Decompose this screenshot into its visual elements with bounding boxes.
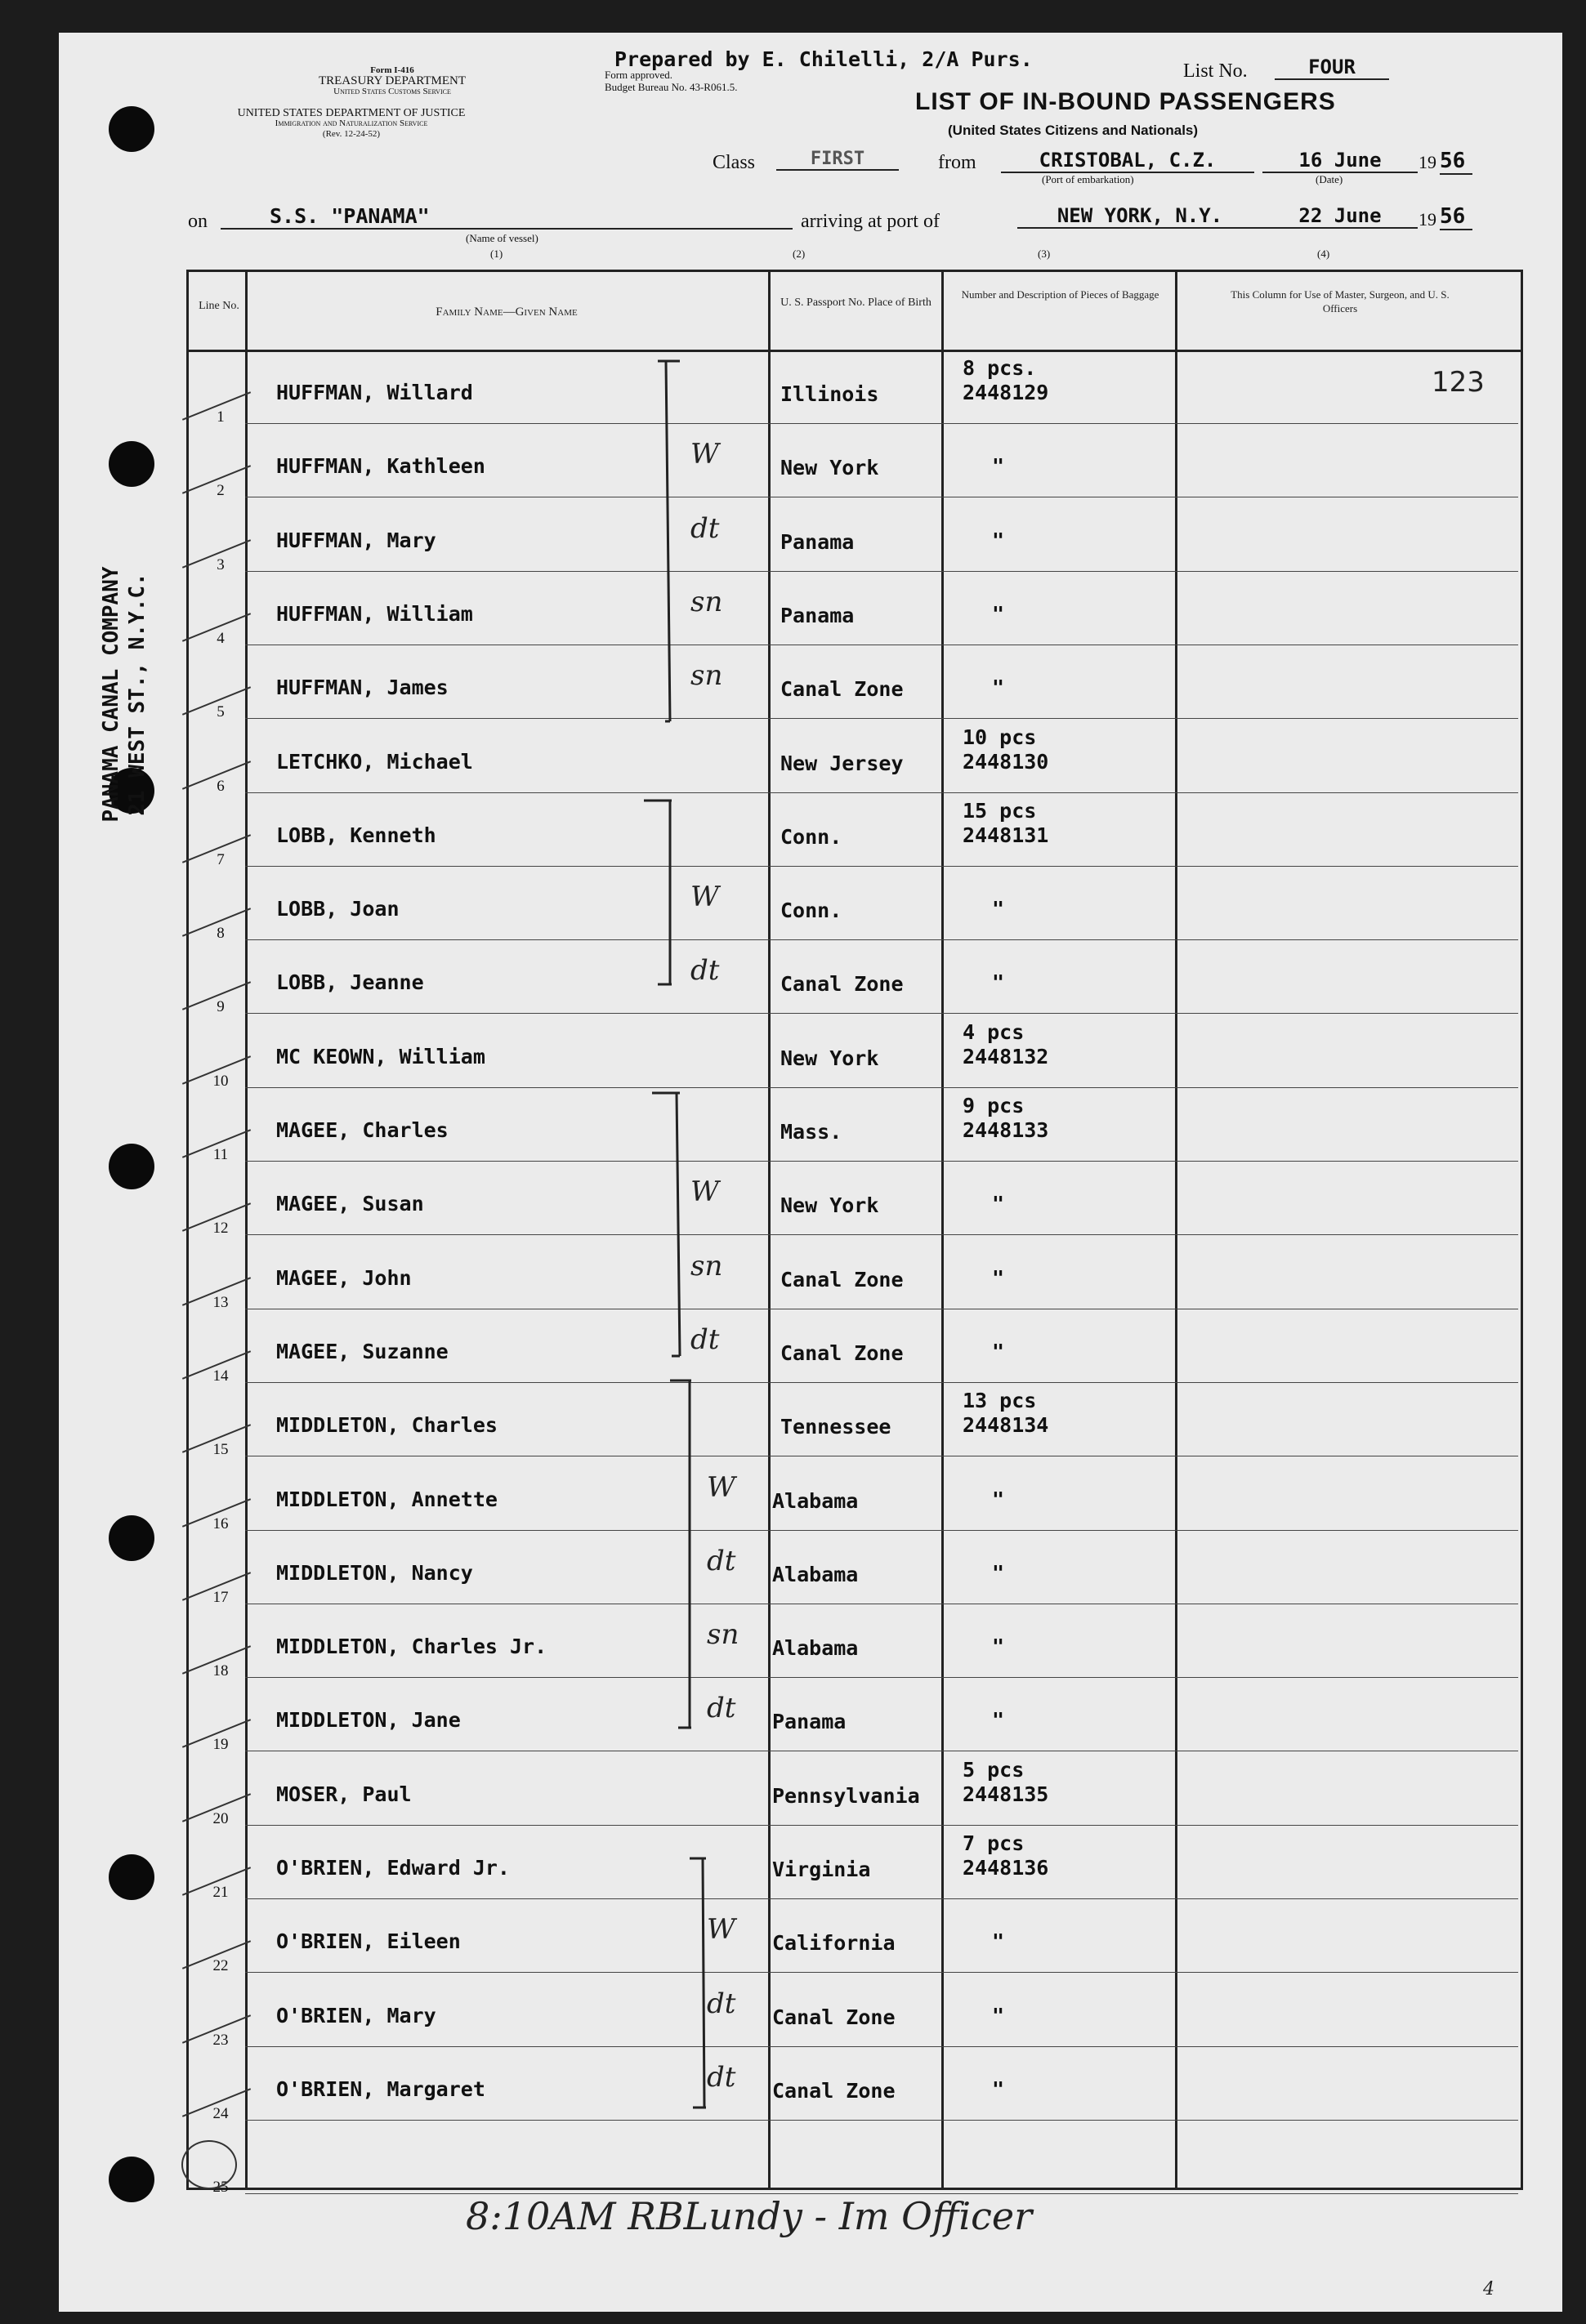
line-number: 8: [217, 925, 225, 943]
class-label: Class: [713, 152, 756, 173]
place-of-birth: Illinois: [780, 382, 879, 406]
place-of-birth: New York: [780, 1046, 879, 1070]
punch-hole: [109, 1515, 154, 1561]
passenger-name: LETCHKO, Michael: [276, 749, 473, 774]
row-divider: [245, 1013, 1518, 1014]
class-value: FIRST: [776, 149, 899, 171]
header-officers: This Column for Use of Master, Surgeon, and U. S. Officers: [1231, 288, 1450, 314]
passenger-name: O'BRIEN, Eileen: [276, 1929, 461, 1954]
baggage-tag-number: 2448132: [963, 1044, 1049, 1068]
place-of-birth: Canal Zone: [772, 2078, 896, 2103]
passenger-name: HUFFMAN, William: [276, 601, 473, 626]
punch-hole: [109, 1144, 154, 1189]
col1-number: (1): [490, 248, 503, 260]
relationship-mark: W: [690, 1175, 719, 1209]
passenger-name: LOBB, Jeanne: [276, 970, 424, 995]
punch-hole: [109, 2157, 154, 2202]
passenger-name: O'BRIEN, Edward Jr.: [276, 1856, 510, 1880]
list-no-value: FOUR: [1275, 56, 1389, 80]
header-line-no: Line No.: [199, 300, 239, 312]
baggage-count: ": [992, 1339, 1005, 1363]
officer-signature-note: 8:10AM RBLundy - Im Officer: [466, 2194, 1033, 2238]
passenger-name: MC KEOWN, William: [276, 1044, 485, 1068]
baggage-count: ": [992, 601, 1005, 626]
relationship-mark: dt: [690, 954, 720, 988]
place-of-birth: Virginia: [772, 1858, 871, 1881]
budget-block: [605, 69, 737, 93]
passenger-name: LOBB, Kenneth: [276, 823, 436, 847]
row-divider: [245, 1087, 1518, 1088]
relationship-mark: W: [690, 881, 719, 914]
relationship-mark: sn: [690, 585, 723, 618]
header-baggage: Number and Description of Pieces of Baggage: [961, 288, 1159, 301]
line-number: 22: [212, 1957, 229, 1975]
line-number: 20: [212, 1809, 229, 1827]
row-divider: [245, 423, 1518, 424]
place-of-birth: Mass.: [780, 1120, 842, 1144]
line-number: 19: [212, 1736, 229, 1754]
baggage-tag-number: 2448134: [963, 1413, 1049, 1438]
baggage-count: ": [992, 1635, 1005, 1659]
line-number: 14: [212, 1367, 229, 1385]
row-divider: [245, 866, 1518, 867]
line-number: 5: [217, 703, 225, 721]
place-of-birth: Canal Zone: [772, 2005, 896, 2029]
row-divider: [245, 1898, 1518, 1899]
baggage-count: ": [992, 676, 1005, 700]
baggage-count: ": [992, 897, 1005, 921]
treasury-dept: TREASURY DEPARTMENT: [318, 74, 467, 87]
col3-number: (3): [1038, 248, 1051, 260]
row-divider: [245, 1161, 1518, 1162]
row-divider: [245, 571, 1518, 572]
place-of-birth: Canal Zone: [780, 1267, 904, 1291]
list-no-label: List No.: [1183, 60, 1248, 82]
form-approved: Form approved.: [605, 69, 673, 81]
passenger-name: MIDDLETON, Charles Jr.: [276, 1635, 547, 1659]
line-number: 21: [212, 1884, 229, 1901]
column-divider: [768, 270, 771, 2188]
relationship-mark: dt: [707, 1987, 736, 2020]
col4-number: (4): [1317, 248, 1330, 260]
baggage-tag-number: 2448130: [963, 749, 1049, 774]
passenger-name: MIDDLETON, Charles: [276, 1413, 498, 1438]
baggage-count: ": [992, 1487, 1005, 1511]
form-agency-block: [270, 65, 515, 97]
row-divider: [245, 1972, 1518, 1973]
relationship-mark: sn: [707, 1618, 739, 1652]
baggage-count: ": [992, 2076, 1005, 2101]
relationship-mark: W: [690, 438, 719, 471]
line-number: 10: [212, 1072, 229, 1090]
place-of-birth: New York: [780, 456, 879, 480]
line-number: 23: [212, 2031, 229, 2049]
line-number: 12: [212, 1220, 229, 1238]
place-of-birth: Alabama: [772, 1488, 859, 1513]
line-number: 2: [217, 482, 225, 500]
punch-hole: [109, 106, 154, 152]
baggage-count: ": [992, 1192, 1005, 1216]
place-of-birth: Panama: [780, 603, 855, 627]
baggage-tag-number: 2448133: [963, 1118, 1049, 1142]
passenger-name: O'BRIEN, Mary: [276, 2003, 436, 2027]
bracket-magee: [652, 1093, 680, 1356]
passenger-name: MIDDLETON, Nancy: [276, 1560, 473, 1585]
line-number: 15: [212, 1441, 229, 1459]
justice-block: [180, 108, 523, 140]
place-of-birth: Alabama: [772, 1636, 859, 1661]
line-number: 11: [212, 1146, 229, 1163]
port-embark-caption: (Port of embarkation): [1042, 173, 1134, 185]
passenger-table: [186, 270, 1523, 2190]
place-of-birth: California: [772, 1931, 896, 1956]
baggage-count: ": [992, 1929, 1005, 1954]
line-number: 1: [217, 408, 225, 426]
family-brackets: [621, 343, 735, 2140]
passenger-name: MIDDLETON, Annette: [276, 1487, 498, 1511]
baggage-count: 13 pcs: [963, 1389, 1037, 1413]
line-number: 25: [212, 2179, 229, 2197]
header-divider: [186, 350, 1521, 352]
row-divider: [245, 1234, 1518, 1235]
arrival-port: NEW YORK, N.Y.: [1017, 204, 1262, 229]
punch-hole: [109, 1854, 154, 1900]
budget-bureau: Budget Bureau No. 43-R061.5.: [605, 81, 738, 93]
place-of-birth: Panama: [780, 529, 855, 554]
page-mark: 4: [1483, 2279, 1494, 2299]
embark-year: 56: [1440, 149, 1472, 175]
place-of-birth: Canal Zone: [780, 1340, 904, 1365]
header-passport: U. S. Passport No. Place of Birth: [780, 297, 931, 309]
baggage-count: 10 pcs: [963, 725, 1037, 749]
embark-date: 16 June: [1262, 149, 1418, 173]
baggage-tag-number: 2448136: [963, 1856, 1049, 1880]
baggage-count: 15 pcs: [963, 798, 1037, 823]
passenger-name: MAGEE, Charles: [276, 1118, 449, 1142]
place-of-birth: Canal Zone: [780, 677, 904, 702]
passenger-name: HUFFMAN, Kathleen: [276, 454, 485, 479]
row-divider: [245, 2046, 1518, 2047]
place-of-birth: Conn.: [780, 824, 842, 849]
bracket-obrien: [690, 1858, 706, 2108]
place-of-birth: Conn.: [780, 899, 842, 923]
relationship-mark: dt: [690, 511, 720, 545]
baggage-count: ": [992, 2003, 1005, 2027]
circled-line-25: [181, 2140, 237, 2189]
revision-date: (Rev. 12-24-52): [322, 129, 381, 139]
row-divider: [245, 792, 1518, 793]
arrival-date: 22 June: [1262, 204, 1418, 229]
line-number: 18: [212, 1662, 229, 1680]
passenger-name: MAGEE, Suzanne: [276, 1339, 449, 1363]
bracket-middleton: [670, 1381, 691, 1728]
baggage-count: 7 pcs: [963, 1831, 1025, 1855]
col2-number: (2): [793, 248, 806, 260]
passenger-name: MIDDLETON, Jane: [276, 1708, 461, 1733]
page-subtitle: (United States Citizens and Nationals): [948, 123, 1199, 138]
page-title: LIST OF IN-BOUND PASSENGERS: [915, 88, 1336, 115]
baggage-count: 8 pcs.: [963, 356, 1037, 380]
place-of-birth: New Jersey: [780, 751, 904, 775]
form-number: Form I-416: [370, 65, 414, 75]
on-label: on: [188, 211, 208, 232]
baggage-count: ": [992, 1560, 1005, 1585]
from-label: from: [938, 152, 976, 173]
ins-service: Immigration and Naturalization Service: [275, 118, 428, 128]
arrival-year: 56: [1440, 204, 1472, 230]
passenger-name: MOSER, Paul: [276, 1782, 412, 1806]
company-stamp-text: PANAMA CANAL COMPANY 21 WEST ST., N.Y.C.: [99, 566, 150, 823]
baggage-count: ": [992, 1708, 1005, 1733]
line-number: 17: [212, 1588, 229, 1606]
row-divider: [245, 1825, 1518, 1826]
year-prefix: 19: [1418, 152, 1436, 172]
baggage-count: ": [992, 454, 1005, 479]
row-divider: [245, 2120, 1518, 2121]
line-number: 13: [212, 1293, 229, 1311]
line-number: 6: [217, 777, 225, 795]
place-of-birth: Tennessee: [780, 1415, 891, 1439]
row-divider: [245, 1530, 1518, 1531]
baggage-tag-number: 2448135: [963, 1782, 1049, 1806]
year-prefix-2: 19: [1418, 209, 1436, 230]
passenger-name: HUFFMAN, Willard: [276, 381, 473, 404]
row-divider: [245, 718, 1518, 719]
relationship-mark: dt: [707, 2060, 736, 2094]
relationship-mark: W: [707, 1470, 735, 1504]
line-number: 9: [217, 998, 225, 1016]
baggage-count: ": [992, 528, 1005, 552]
relationship-mark: sn: [690, 659, 723, 693]
baggage-count: 5 pcs: [963, 1757, 1025, 1782]
baggage-count: 4 pcs: [963, 1019, 1025, 1044]
baggage-count: ": [992, 1265, 1005, 1290]
row-divider: [245, 1382, 1518, 1383]
passenger-name: MAGEE, Susan: [276, 1192, 424, 1216]
header-name: Family Name—Given Name: [436, 306, 578, 319]
line-number: 3: [217, 555, 225, 573]
prepared-by: Prepared by E. Chilelli, 2/A Purs.: [614, 47, 1033, 71]
line-number: 4: [217, 629, 225, 647]
relationship-mark: W: [707, 1913, 735, 1947]
column-divider: [1175, 270, 1177, 2188]
bracket-lobb: [644, 801, 672, 984]
vessel-name: S.S. "PANAMA": [221, 204, 793, 230]
line-number: 24: [212, 2104, 229, 2122]
passenger-name: HUFFMAN, James: [276, 676, 449, 700]
passenger-name: HUFFMAN, Mary: [276, 528, 436, 552]
vessel-caption: (Name of vessel): [466, 232, 538, 244]
line-number: 7: [217, 850, 225, 868]
row-divider: [245, 1677, 1518, 1678]
baggage-tag-number: 2448129: [963, 381, 1049, 404]
customs-service: United States Customs Service: [333, 87, 451, 96]
baggage-count: 9 pcs: [963, 1094, 1025, 1117]
baggage-count: ": [992, 970, 1005, 995]
place-of-birth: Panama: [772, 1710, 847, 1734]
baggage-tag-number: 2448131: [963, 823, 1049, 847]
stamp-number: 123: [1432, 366, 1485, 399]
punch-hole: [109, 441, 154, 487]
date-caption: (Date): [1316, 173, 1343, 185]
bracket-huffman: [658, 361, 680, 721]
place-of-birth: New York: [780, 1193, 879, 1218]
place-of-birth: Canal Zone: [780, 972, 904, 997]
relationship-mark: sn: [690, 1249, 723, 1282]
relationship-mark: dt: [707, 1544, 736, 1577]
arriving-label: arriving at port of: [801, 211, 940, 232]
passenger-name: MAGEE, John: [276, 1265, 412, 1290]
line-number: 16: [212, 1514, 229, 1532]
passenger-name: O'BRIEN, Margaret: [276, 2076, 485, 2101]
justice-dept: UNITED STATES DEPARTMENT OF JUSTICE: [237, 107, 466, 119]
passenger-name: LOBB, Joan: [276, 897, 400, 921]
place-of-birth: Pennsylvania: [772, 1783, 920, 1808]
relationship-mark: dt: [690, 1323, 720, 1356]
company-stamp: [98, 539, 150, 850]
column-divider: [941, 270, 944, 2188]
port-embarkation: CRISTOBAL, C.Z.: [1001, 149, 1254, 173]
relationship-mark: dt: [707, 1692, 736, 1725]
place-of-birth: Alabama: [772, 1562, 859, 1586]
row-divider: [245, 939, 1518, 940]
column-divider: [245, 270, 248, 2188]
